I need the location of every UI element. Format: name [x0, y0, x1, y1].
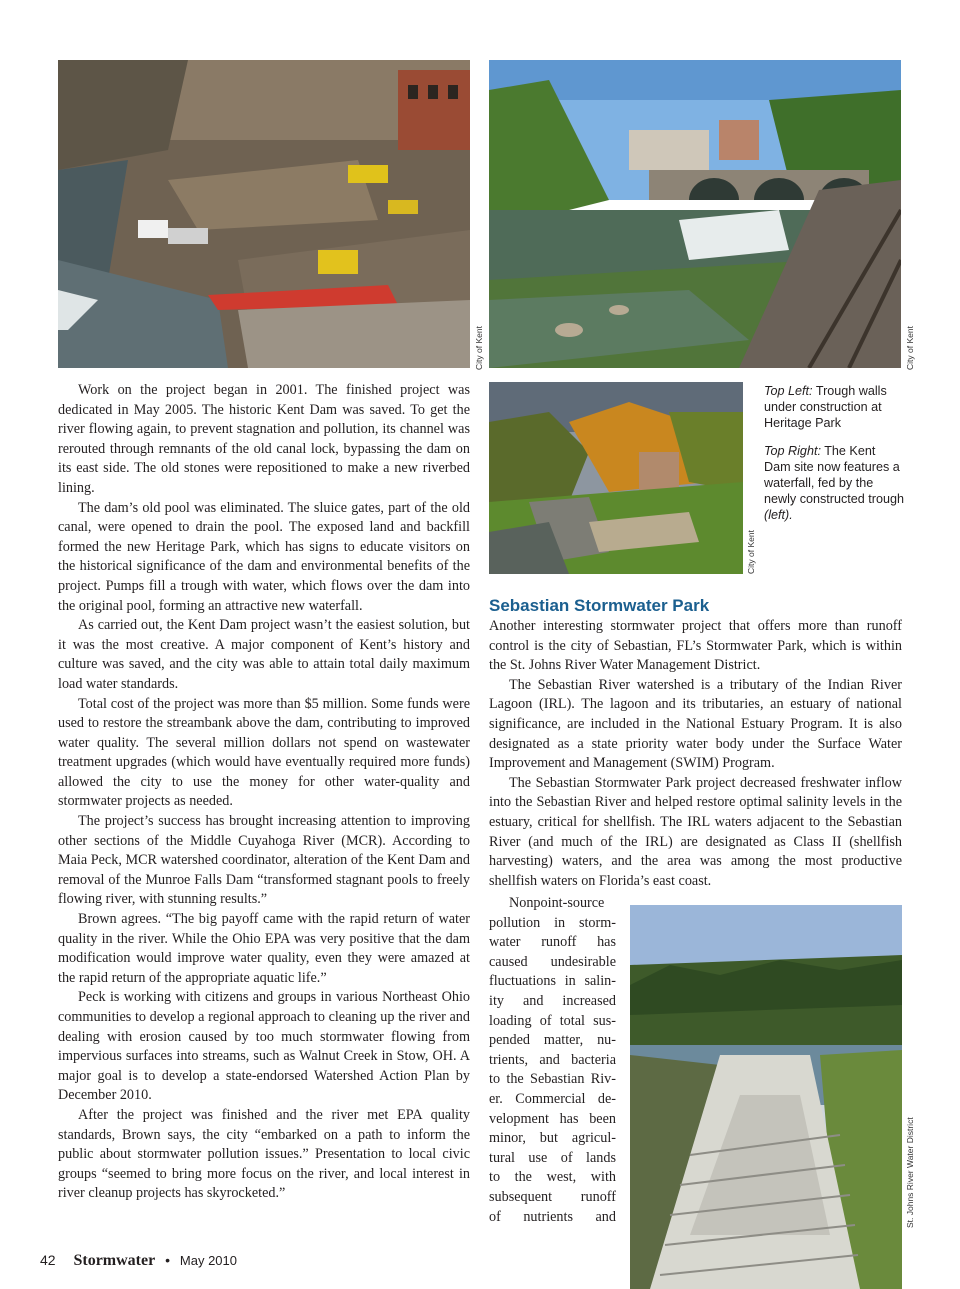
- caption-suffix: (left).: [764, 508, 793, 522]
- text-line: trients, and bacteria: [489, 1051, 616, 1068]
- text-line: tural use of lands: [489, 1149, 616, 1166]
- article-paragraph: Brown agrees. “The big payoff came with the rapid return of water quality in the river. While the Ohio EPA was very positive that the dam modification would improve water quality, even they were amazed at the rapid return of the appropriate aquatic life.”: [58, 911, 470, 986]
- text-line: minor, but agricul-: [489, 1130, 616, 1147]
- footer-separator: •: [165, 1252, 171, 1268]
- photo-credit: City of Kent: [474, 326, 484, 370]
- caption-label: Top Left:: [764, 384, 813, 398]
- article-paragraph: After the project was finished and the river met EPA quality standards, Brown says, the city “embarked on a path to inform the public about stormwater pollution issues.” Presentation to local civic groups “seemed to bring more focus on the river, and local interest in river cleanup projects has skyrocketed.”: [58, 1106, 470, 1202]
- article-paragraph: Peck is working with citizens and groups in various Northeast Ohio communities to develop a regional approach to cleaning up the river and dealing with erosion caused by too much stormwater flowing from impervious surfaces into streams, such as Walnut Creek in Stow, OH. A major goal is to develop a state-endorsed Watershed Action Plan by December 2010.: [58, 989, 470, 1104]
- text-line: loading of total sus-: [489, 1012, 616, 1029]
- page-footer: [40, 1252, 237, 1270]
- article-paragraph: The Sebastian Stormwater Park project decreased freshwater inflow into the Sebastian River and helped restore optimal salinity levels in the estuary, critical for shellfish. The IRL waters adjacent to the Sebastian River (and much of the IRL) are designated as Class II (shellfish harvesting) waters, and the area was among the most productive shellfish waters on Florida’s east coast.: [489, 774, 902, 889]
- photo-heritage-park: [489, 382, 743, 574]
- photo-caption: [764, 383, 904, 535]
- magazine-title: Stormwater: [73, 1252, 156, 1269]
- text-line: to the west, with: [489, 1169, 616, 1186]
- text-line: subsequent runoff: [489, 1188, 616, 1205]
- caption-top-left: [764, 383, 904, 431]
- article-paragraph: The Sebastian River watershed is a tributary of the Indian River Lagoon (IRL). The lagoon and its tributaries, an estuary of national significance, are included in the National Estuary Program. It is also designated as a state priority water body under the Surface Water Improvement and Management (SWIM) Program.: [489, 676, 902, 772]
- right-column-article: [489, 617, 902, 891]
- section-heading: Sebastian Stormwater Park: [489, 596, 710, 615]
- caption-top-right: [764, 443, 904, 523]
- text-line: water runoff has: [489, 934, 616, 951]
- text-line: velopment has been: [489, 1110, 616, 1127]
- caption-label: Top Right:: [764, 444, 821, 458]
- caption-text: Trough walls under construction at Heritage Park: [764, 384, 887, 430]
- photo-credit: City of Kent: [746, 530, 756, 574]
- article-paragraph: Work on the project began in 2001. The finished project was dedicated in May 2005. The historic Kent Dam was saved. To get the river flowing again, to prevent stagnation and pollution, its channel was rerouted through remnants of the old canal lock, bypassing the dam on its east side. The old stones were repositioned to make a new riverbed lining.: [58, 382, 470, 496]
- photo-kent-dam-waterfall: [489, 60, 901, 368]
- photo-credit: St. Johns River Water District: [905, 1117, 915, 1228]
- wrapped-column: [489, 894, 616, 1227]
- article-paragraph: Total cost of the project was more than $5 million. Some funds were used to restore the streambank above the dam, contributing to improved water quality. The several million dollars not spend on wastewater treatment upgrades (which would have eventually required more funds) allowed the city to use the money for other water-quality and stormwater projects as needed.: [58, 695, 470, 810]
- article-paragraph: The dam’s old pool was eliminated. The sluice gates, part of the old canal, were opened to drain the pool. The exposed land and backfill formed the new Heritage Park, which has signs to educate visitors on the historical significance of the dam and environmental benefits of the project. Pumps fill a trough with water, which flows over the dam into the original pool, forming an attractive new waterfall.: [58, 499, 470, 614]
- text-line: caused undesirable: [489, 953, 616, 970]
- left-column-article: [58, 381, 470, 1204]
- article-paragraph: As carried out, the Kent Dam project wasn’t the easiest solution, but it was the most creative. A major component of Kent’s history and culture was saved, and the city was able to attain total daily maximum load water standards.: [58, 617, 470, 692]
- text-line: Nonpoint-source: [509, 895, 605, 911]
- caption-text: The Kent Dam site now features a waterfall, fed by the newly constructed trough: [764, 444, 905, 506]
- text-line: pollution in storm-: [489, 914, 616, 931]
- photo-credit: City of Kent: [905, 326, 915, 370]
- page-number: 42: [40, 1252, 56, 1268]
- text-line: of nutrients and: [489, 1208, 616, 1225]
- issue-date: May 2010: [179, 1253, 237, 1268]
- text-line: to the Sebastian Riv-: [489, 1071, 616, 1088]
- text-line: ity and increased: [489, 992, 616, 1009]
- text-line: fluctuations in salin-: [489, 973, 616, 990]
- article-paragraph: Another interesting stormwater project that offers more than runoff control is the city of Sebastian, FL’s Stormwater Park, which is within the St. Johns River Water Management District.: [489, 618, 902, 674]
- text-line: er. Commercial de-: [489, 1090, 616, 1107]
- article-paragraph: The project’s success has brought increasing attention to improving other sections of the Middle Cuyahoga River (MCR). According to Maia Peck, MCR watershed coordinator, alteration of the Kent Dam and removal of the Munroe Falls Dam “transformed stagnant pools to freely flowing river, with stunning results.”: [58, 813, 470, 908]
- text-line: pended matter, nu-: [489, 1032, 616, 1049]
- photo-stormwater-park-path: [630, 905, 902, 1289]
- photo-trough-construction: [58, 60, 470, 368]
